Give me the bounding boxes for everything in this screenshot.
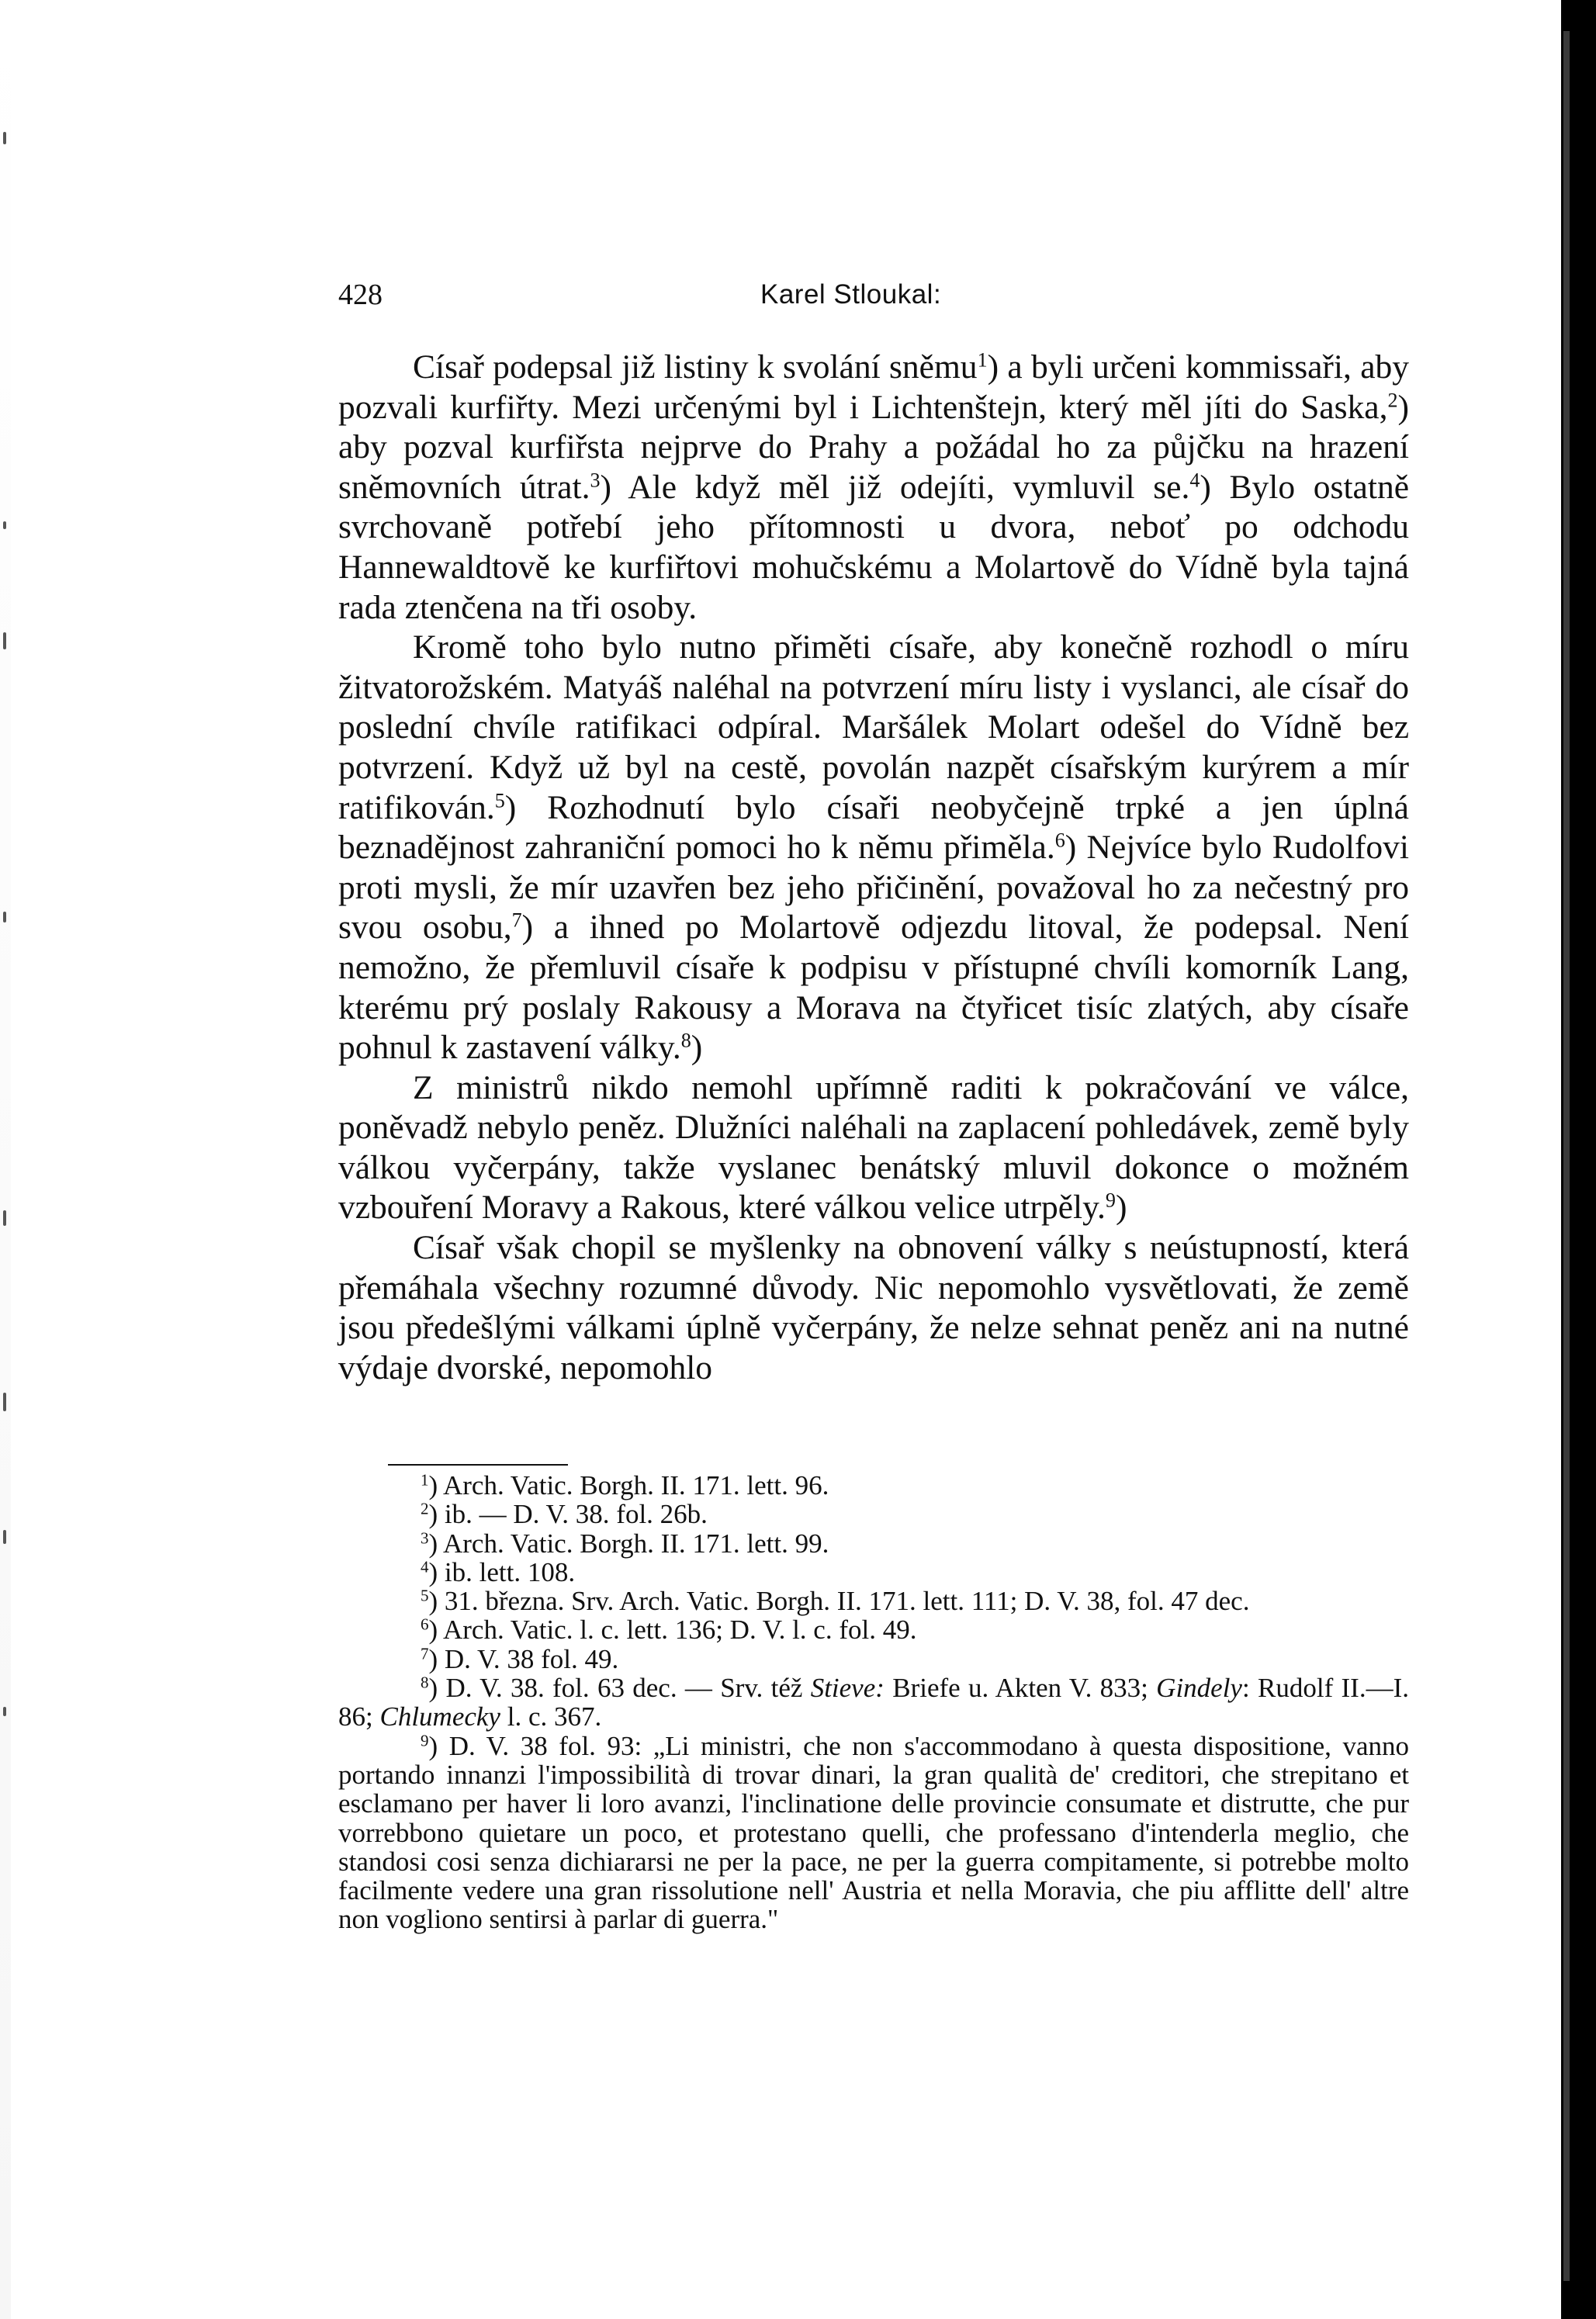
italic-author: Chlumecky xyxy=(379,1701,500,1732)
footnote xyxy=(338,1645,1409,1673)
text-run: ) 31. března. Srv. Arch. Vatic. Borgh. II. 171. lett. 111; D. V. 38, fol. 47 dec. xyxy=(428,1586,1250,1617)
note-marker: 2 xyxy=(421,1499,429,1518)
text-run: ) D. V. 38 fol. 93: „Li ministri, che non s'accommodano à questa dispositione, vanno portando innanzi l'impossibilità di trovar dinari, la gran qualità de' creditori, che strepitano et esclamano per haver li loro avanzi, l'inclinatione delle provincie consumate et distrutte, che pur vorrebbono quietare un poco, et protestano quelli, che professano d'intenderla meglio, che standosi cosi senza dichiararsi ne per la pace, ne per la guerra compitamente, si potrebbe molto facilmente vedere una gran rissolutione nell' Austria et nella Moravia, che piu afflitte dell' altre non vogliono sentirsi à parlar di guerra." xyxy=(338,1730,1409,1935)
footnote xyxy=(338,1673,1409,1732)
footnote xyxy=(338,1615,1409,1644)
text-run: ) D. V. 38 fol. 49. xyxy=(428,1643,619,1674)
text-run: ) Nejvíce bylo Rudolfovi proti mysli, že mír uzavřen bez jeho přičinění, považoval ho za nečestný pro svou osobu, xyxy=(338,829,1409,947)
italic-author: Stieve: xyxy=(810,1673,885,1704)
note-marker: 7 xyxy=(421,1644,429,1663)
footnotes xyxy=(338,1471,1409,1934)
text-run: ) Arch. Vatic. l. c. lett. 136; D. V. l. c. fol. 49. xyxy=(428,1615,917,1646)
footnote xyxy=(338,1529,1409,1558)
note-marker: 1 xyxy=(421,1470,429,1490)
text-run: ) Arch. Vatic. Borgh. II. 171. lett. 99. xyxy=(428,1528,829,1559)
page-header xyxy=(338,272,1409,318)
italic-author: Gindely xyxy=(1156,1673,1242,1704)
text-run: ) ib. — D. V. 38. fol. 26b. xyxy=(428,1499,708,1530)
note-marker: 1 xyxy=(977,348,988,372)
text-run: ) Arch. Vatic. Borgh. II. 171. lett. 96. xyxy=(428,1470,829,1500)
text-run: ) Bylo ostatně svrchovaně potřebí jeho přítomnosti u dvora, neboť po odchodu Hannewaldtově ke kurfiřtovi mohučskému a Molartově do Vídně byla tajná rada ztenčena na tři osoby. xyxy=(338,468,1410,626)
note-marker: 2 xyxy=(1387,389,1398,412)
note-marker: 8 xyxy=(421,1673,429,1692)
note-marker: 6 xyxy=(1054,829,1065,852)
text-run: ) a byli určeni kommissaři, aby pozvali kurfiřty. Mezi určenými byl i Lichtenštejn, který měl jíti do Saska, xyxy=(338,348,1409,426)
footnote xyxy=(338,1500,1409,1528)
footnote xyxy=(338,1732,1409,1934)
note-marker: 9 xyxy=(421,1731,429,1750)
note-marker: 5 xyxy=(494,789,505,812)
body-paragraph xyxy=(338,628,1409,1068)
text-run: ) aby pozval kurfiřsta nejprve do Prahy a požádal ho za půjčku na hrazení sněmovních útrat. xyxy=(338,388,1409,506)
text-run: ) D. V. 38. fol. 63 dec. — Srv. též xyxy=(428,1673,811,1704)
text-run: ) Ale když měl již odejíti, vymluvil se. xyxy=(600,468,1190,506)
text-run: Císař podepsal již listiny k svolání sněmu xyxy=(413,348,978,386)
scan-left-margin xyxy=(0,0,11,2319)
text-run: : Rudolf II.—I. 86; xyxy=(338,1673,1409,1732)
text-run: l. c. 367. xyxy=(500,1701,602,1732)
scan-border-shadow xyxy=(1563,31,1570,2281)
text-run: Císař však chopil se myšlenky na obnovení války s neústupností, která přemáhala všechny rozumné důvody. Nic nepomohlo vysvětlovati, že země jsou předešlými válkami úplně vyčerpány, že nelze sehnat peněz ani na nutné výdaje dvorské, nepomohlo xyxy=(338,1229,1409,1386)
note-marker: 9 xyxy=(1105,1189,1116,1213)
text-run: Kromě toho bylo nutno přiměti císaře, aby konečně rozhodl o míru žitvatorožském. Matyáš naléhal na potvrzení míru listy i vyslanci, ale císař do poslední chvíle ratifikaci odpíral. Maršálek Molart odešel do Vídně bez potvrzení. Když už byl na cestě, povolán nazpět císařským kurýrem a mír ratifikován. xyxy=(338,628,1409,826)
text-run: ) xyxy=(1115,1189,1127,1227)
text-run: ) a ihned po Molartově odjezdu litoval, že podepsal. Není nemožno, že přemluvil císaře k podpisu v přístupné chvíli komorník Lang, kterému prý poslaly Rakousy a Morava na čtyřicet tisíc zlatých, aby císaře pohnul k zastavení války. xyxy=(338,909,1409,1067)
page-number: 428 xyxy=(338,279,383,311)
text-run: ) xyxy=(691,1029,703,1067)
footnote-divider xyxy=(388,1464,568,1466)
note-marker: 3 xyxy=(421,1528,429,1548)
body-paragraph xyxy=(338,348,1409,628)
body-text xyxy=(338,348,1409,1388)
note-marker: 4 xyxy=(1189,469,1200,492)
text-run: ) Rozhodnutí bylo císaři neobyčejně trpké a jen úplná beznadějnost zahraniční pomoci ho k němu přiměla. xyxy=(338,788,1409,867)
text-run: ) ib. lett. 108. xyxy=(428,1556,576,1587)
footnote xyxy=(338,1558,1409,1587)
note-marker: 6 xyxy=(421,1615,429,1634)
note-marker: 8 xyxy=(680,1029,691,1052)
body-paragraph xyxy=(338,1068,1409,1228)
footnote xyxy=(338,1587,1409,1615)
note-marker: 4 xyxy=(421,1557,429,1577)
note-marker: 7 xyxy=(511,909,522,932)
text-run: Briefe u. Akten V. 833; xyxy=(884,1673,1157,1704)
footnote xyxy=(338,1471,1409,1500)
text-run: Z ministrů nikdo nemohl upřímně raditi k pokračování ve válce, poněvadž nebylo peněz. Dlužníci naléhali na zaplacení pohledávek, země byly válkou vyčerpány, takže vyslanec benátský mluvil dokonce o možném vzbouření Moravy a Rakous, které válkou velice utrpěly. xyxy=(338,1068,1409,1227)
note-marker: 5 xyxy=(421,1586,429,1605)
note-marker: 3 xyxy=(590,469,601,492)
running-head: Karel Stloukal: xyxy=(760,279,942,310)
body-paragraph xyxy=(338,1228,1409,1388)
